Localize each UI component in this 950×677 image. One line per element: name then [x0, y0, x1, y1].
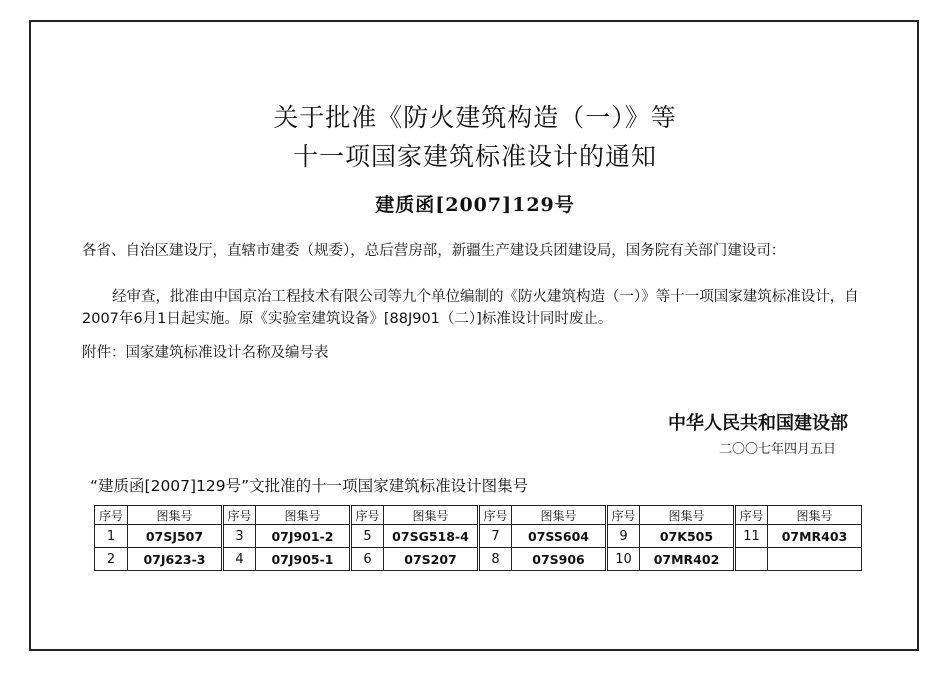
header-seq: 序号 [351, 506, 384, 525]
atlas-code-cell: 07SG518-4 [384, 525, 479, 548]
addressees-paragraph: 各省、自治区建设厅，直辖市建委（规委），总后营房部，新疆生产建设兵团建设局，国务院有关部门建设司： [82, 243, 786, 259]
table-header-row [95, 506, 862, 525]
seq-cell: 6 [351, 548, 384, 571]
header-seq: 序号 [479, 506, 512, 525]
seq-cell: 3 [223, 525, 256, 548]
document-number: 建质函[2007]129号 [375, 194, 575, 216]
header-code: 图集号 [128, 506, 223, 525]
notice-title-line1: 关于批准《防火建筑构造（一）》等 [273, 103, 677, 132]
atlas-code-cell: 07J901-2 [256, 525, 351, 548]
atlas-code-cell: 07J905-1 [256, 548, 351, 571]
seq-cell: 8 [479, 548, 512, 571]
header-code: 图集号 [640, 506, 735, 525]
notice-title-line2: 十一项国家建筑标准设计的通知 [292, 142, 657, 171]
seq-cell: 5 [351, 525, 384, 548]
seq-cell: 2 [95, 548, 128, 571]
header-code: 图集号 [768, 506, 862, 525]
seq-cell: 4 [223, 548, 256, 571]
atlas-number-table [94, 505, 862, 571]
header-code: 图集号 [512, 506, 607, 525]
seq-cell: 11 [735, 525, 768, 548]
seq-cell: 7 [479, 525, 512, 548]
atlas-code-cell: 07S906 [512, 548, 607, 571]
atlas-code-cell: 07MR402 [640, 548, 735, 571]
seq-cell: 1 [95, 525, 128, 548]
header-code: 图集号 [384, 506, 479, 525]
atlas-code-cell: 07K505 [640, 525, 735, 548]
table-row [95, 525, 862, 548]
header-seq: 序号 [735, 506, 768, 525]
issue-date: 二〇〇七年四月五日 [718, 442, 836, 457]
header-seq: 序号 [223, 506, 256, 525]
header-seq: 序号 [607, 506, 640, 525]
seq-cell: 10 [607, 548, 640, 571]
header-code: 图集号 [256, 506, 351, 525]
seq-cell: 9 [607, 525, 640, 548]
atlas-code-cell: 07SJ507 [128, 525, 223, 548]
table-caption: “建质函[2007]129号”文批准的十一项国家建筑标准设计图集号 [90, 477, 529, 495]
attachment-line: 附件：国家建筑标准设计名称及编号表 [82, 345, 329, 361]
table-row [95, 548, 862, 571]
atlas-code-cell [768, 548, 862, 571]
body-paragraph: 经审查，批准由中国京冶工程技术有限公司等九个单位编制的《防火建筑构造（一）》等十一项国家建筑标准设计，自2007年6月1日起实施。原《实验室建筑设备》[88J901（二）]标准设计同时废止。 [82, 289, 859, 327]
atlas-code-cell: 07SS604 [512, 525, 607, 548]
header-seq: 序号 [95, 506, 128, 525]
issuing-authority: 中华人民共和国建设部 [668, 413, 848, 434]
atlas-code-cell: 07S207 [384, 548, 479, 571]
atlas-code-cell: 07MR403 [768, 525, 862, 548]
seq-cell [735, 548, 768, 571]
atlas-code-cell: 07J623-3 [128, 548, 223, 571]
